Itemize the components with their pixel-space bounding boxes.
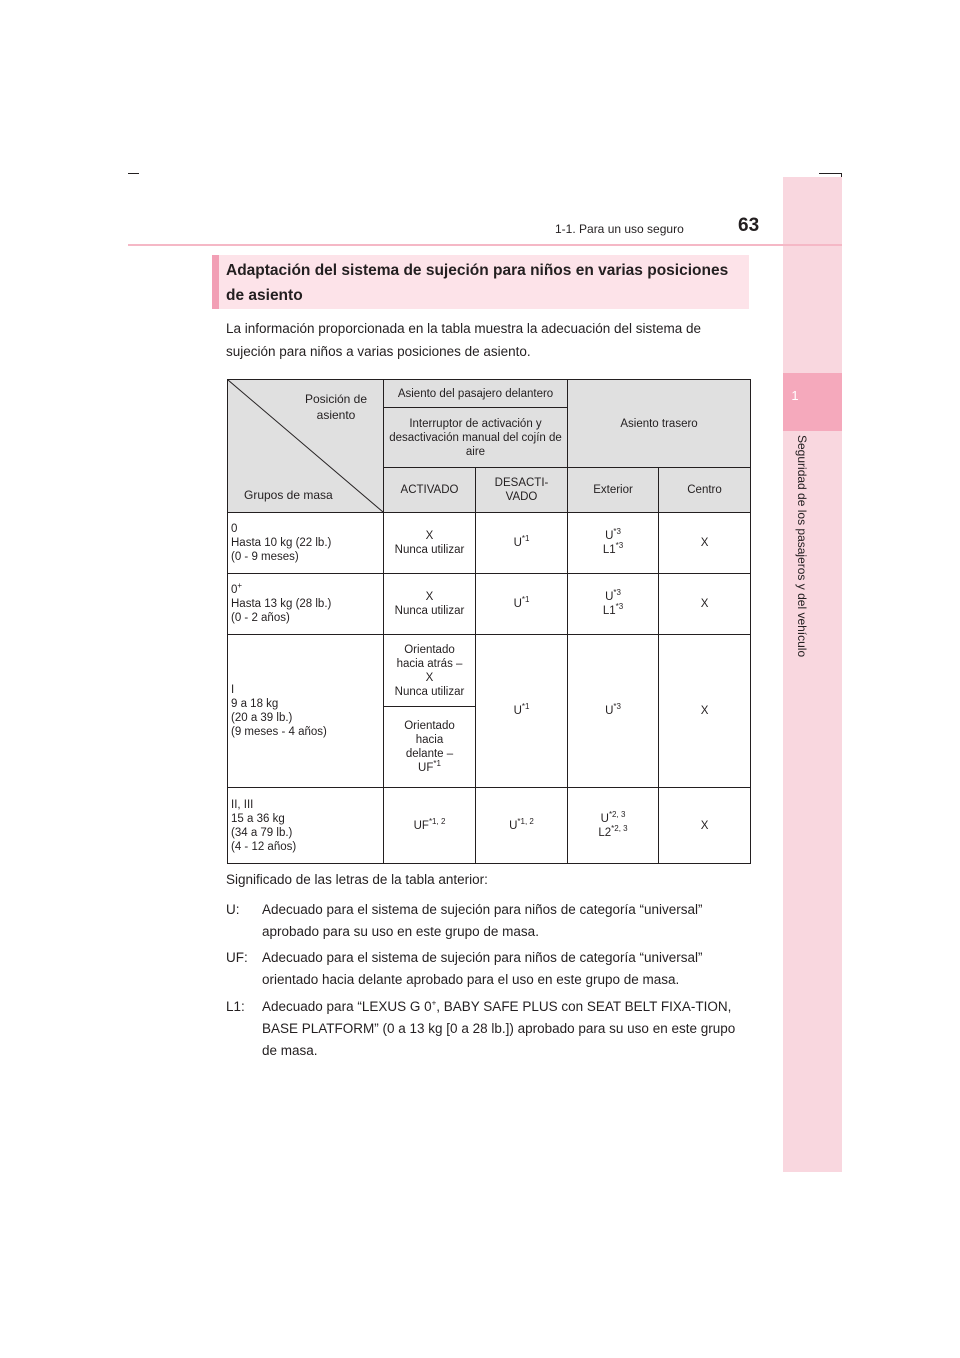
rear-exterior-cell: $U^{*3}$ L1$^{*3}$ bbox=[568, 513, 659, 574]
table-row bbox=[228, 574, 751, 635]
definition-key: UF: bbox=[226, 950, 248, 965]
chapter-sidebar bbox=[783, 177, 842, 1172]
definition-text: Adecuado para el sistema de sujeción para niños de categoría “universal” aprobado para su uso en este grupo de masa. bbox=[262, 902, 703, 939]
airbag-off-cell: $U^{*1}$ bbox=[476, 574, 568, 635]
mass-group-label: Grupos de masa bbox=[244, 488, 333, 502]
definition-key: U: bbox=[226, 902, 240, 917]
airbag-on-forward-facing-cell: Orientado hacia delante – UF$^{*1}$ bbox=[384, 707, 476, 788]
definition-item bbox=[226, 996, 750, 1062]
letters-meaning-intro: Significado de las letras de la tabla anterior: bbox=[226, 872, 488, 887]
col-header-exterior: Exterior bbox=[568, 468, 659, 513]
child-seat-compatibility-table bbox=[227, 379, 751, 864]
header-rule bbox=[128, 244, 842, 246]
rear-exterior-cell: $U^{*3}$ bbox=[568, 635, 659, 788]
mass-group-cell: II, III 15 a 36 kg (34 a 79 lb.) (4 - 12 años) bbox=[228, 788, 384, 864]
mass-group-cell: 0+ Hasta 13 kg (28 lb.) (0 - 2 años) bbox=[228, 574, 384, 635]
col-header-center: Centro bbox=[659, 468, 751, 513]
table-row bbox=[228, 513, 751, 574]
definition-key: L1: bbox=[226, 999, 245, 1014]
crop-mark bbox=[819, 173, 841, 174]
definition-item bbox=[226, 899, 750, 943]
chapter-label: Seguridad de los pasajeros y del vehículo bbox=[795, 435, 809, 658]
airbag-off-cell: $U^{*1}$ bbox=[476, 635, 568, 788]
definition-text: Adecuado para el sistema de sujeción para niños de categoría “universal” orientado hacia delante aprobado para el uso en este grupo de masa. bbox=[262, 950, 703, 987]
airbag-on-cell: X Nunca utilizar bbox=[384, 574, 476, 635]
definition-item bbox=[226, 947, 750, 991]
airbag-on-cell: X Nunca utilizar bbox=[384, 513, 476, 574]
intro-paragraph: La información proporcionada en la tabla muestra la adecuación del sistema de sujeción para niños a varias posiciones de asiento. bbox=[226, 321, 702, 359]
table-corner-cell bbox=[228, 380, 384, 513]
seat-position-label: Posición de asiento bbox=[304, 392, 368, 422]
rear-center-cell: X bbox=[659, 788, 751, 864]
airbag-switch-header: Interruptor de activación y desactivación manual del cojín de aire bbox=[384, 408, 568, 468]
page-number: 63 bbox=[738, 215, 760, 236]
mass-group-cell: I 9 a 18 kg (20 a 39 lb.) (9 meses - 4 años) bbox=[228, 635, 384, 788]
airbag-off-cell: $U^{*1}$ bbox=[476, 513, 568, 574]
rear-center-cell: X bbox=[659, 635, 751, 788]
airbag-on-cell: UF$^{*1, 2}$ bbox=[384, 788, 476, 864]
airbag-on-rear-facing-cell: Orientado hacia atrás – X Nunca utilizar bbox=[384, 635, 476, 707]
col-header-off: DESACTI- VADO bbox=[476, 468, 568, 513]
table-row bbox=[228, 635, 751, 707]
airbag-off-cell: U$^{*1, 2}$ bbox=[476, 788, 568, 864]
chapter-number: 1 bbox=[791, 388, 799, 403]
mass-group-cell: 0 Hasta 10 kg (22 lb.) (0 - 9 meses) bbox=[228, 513, 384, 574]
section-heading-accent bbox=[212, 255, 219, 309]
definition-text: Adecuado para “LEXUS G 0+, BABY SAFE PLUS con SEAT BELT FIXA-TION, BASE PLATFORM” (0 a 13 kg [0 a 28 lb.]) aprobado para su uso en este grupo de masa. bbox=[262, 998, 736, 1058]
rear-exterior-cell: $U^{*3}$ L1$^{*3}$ bbox=[568, 574, 659, 635]
table-row bbox=[228, 788, 751, 864]
rear-exterior-cell: U$^{*2, 3}$ L2$^{*2, 3}$ bbox=[568, 788, 659, 864]
col-header-on: ACTIVADO bbox=[384, 468, 476, 513]
rear-center-cell: X bbox=[659, 513, 751, 574]
section-heading-box bbox=[212, 255, 749, 309]
running-head: 1-1. Para un uso seguro bbox=[555, 222, 684, 236]
rear-center-cell: X bbox=[659, 574, 751, 635]
rear-seat-header: Asiento trasero bbox=[568, 380, 751, 468]
front-seat-header: Asiento del pasajero delantero bbox=[384, 380, 568, 408]
crop-mark bbox=[128, 173, 139, 174]
section-title: Adaptación del sistema de sujeción para niños en varias posiciones de asiento bbox=[226, 262, 729, 304]
